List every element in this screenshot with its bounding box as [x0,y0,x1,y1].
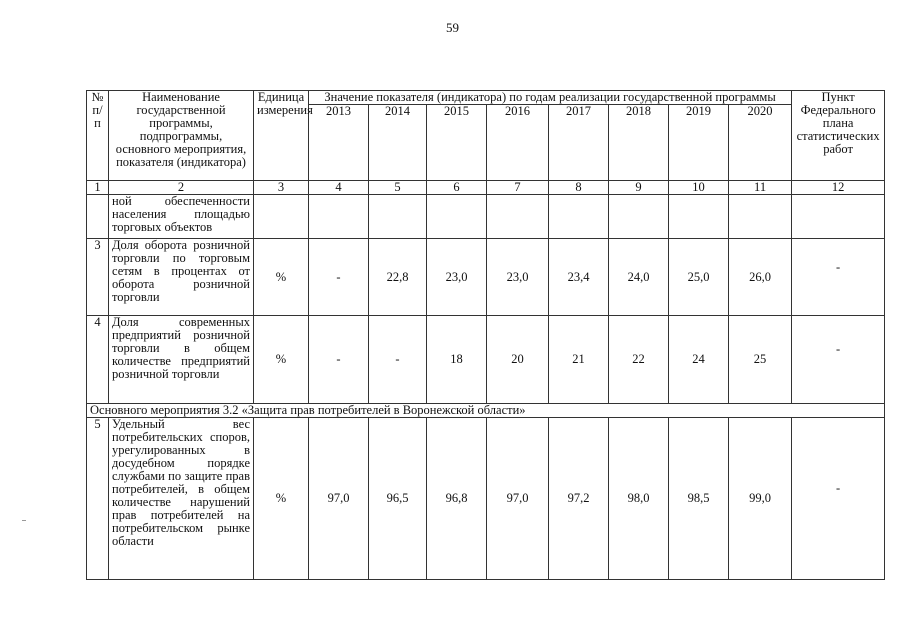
row-value: 98,0 [609,418,669,580]
page-number: 59 [446,20,459,35]
continuation-row [87,195,885,239]
indicators-table [86,90,885,580]
column-number: 3 [254,181,309,195]
table-row [87,418,885,580]
row-value: 22 [609,316,669,404]
row-unit: % [254,316,309,404]
header-year: 2017 [549,105,609,181]
header-num: № п/п [87,91,109,181]
scan-mark [22,520,26,521]
row-name: Удельный вес потребительских споров, урегулированных в досудебном порядке службами по защите прав потребителей, в общем количестве нарушений прав потребителей на потребительском рынке области [109,418,254,580]
column-number: 1 [87,181,109,195]
row-stat-plan: - [792,418,885,580]
column-number: 10 [669,181,729,195]
row-value: 22,8 [369,239,427,316]
row-value: 21 [549,316,609,404]
column-number: 7 [487,181,549,195]
row-value: 99,0 [729,418,792,580]
column-number: 8 [549,181,609,195]
row-value: 98,5 [669,418,729,580]
column-number: 5 [369,181,427,195]
section-title: Основного мероприятия 3.2 «Защита прав потребителей в Воронежской области» [87,404,885,418]
row-name: Доля современных предприятий розничной торговли в общем количестве предприятий розничной торговли [109,316,254,404]
header-name: Наименование государственной программы, подпрограммы, основного мероприятия, показателя (индикатора) [109,91,254,181]
row-num: 3 [87,239,109,316]
section-row [87,404,885,418]
header-year: 2019 [669,105,729,181]
row-unit: % [254,239,309,316]
header-stat-plan: Пункт Федерального плана статистических работ [792,91,885,181]
row-value: 18 [427,316,487,404]
header-values-group: Значение показателя (индикатора) по годам реализации государственной программы [309,91,792,105]
row-value: 97,0 [487,418,549,580]
column-number: 12 [792,181,885,195]
header-year: 2018 [609,105,669,181]
table-row [87,316,885,404]
header-year: 2015 [427,105,487,181]
row-stat-plan: - [792,239,885,316]
row-value: 24 [669,316,729,404]
row-num: 4 [87,316,109,404]
column-numbers-row [87,181,885,195]
continuation-name: ной обеспеченности населения площадью торговых объектов [109,195,254,239]
row-value: 96,8 [427,418,487,580]
row-stat-plan: - [792,316,885,404]
row-num: 5 [87,418,109,580]
row-name: Доля оборота розничной торговли по торговым сетям в процентах от оборота розничной торговли [109,239,254,316]
row-value: - [309,239,369,316]
row-value: 23,0 [487,239,549,316]
column-number: 2 [109,181,254,195]
row-value: - [309,316,369,404]
row-value: 23,0 [427,239,487,316]
header-year: 2014 [369,105,427,181]
row-value: 25,0 [669,239,729,316]
row-value: 24,0 [609,239,669,316]
column-number: 4 [309,181,369,195]
row-value: 25 [729,316,792,404]
row-value: 23,4 [549,239,609,316]
header-year: 2016 [487,105,549,181]
row-value: - [369,316,427,404]
header-row [87,91,885,105]
column-number: 11 [729,181,792,195]
header-year: 2013 [309,105,369,181]
table-row [87,239,885,316]
column-number: 9 [609,181,669,195]
row-unit: % [254,418,309,580]
row-value: 97,2 [549,418,609,580]
row-value: 96,5 [369,418,427,580]
header-year: 2020 [729,105,792,181]
column-number: 6 [427,181,487,195]
row-value: 26,0 [729,239,792,316]
row-value: 20 [487,316,549,404]
row-value: 97,0 [309,418,369,580]
header-unit: Единица измерения [254,91,309,181]
